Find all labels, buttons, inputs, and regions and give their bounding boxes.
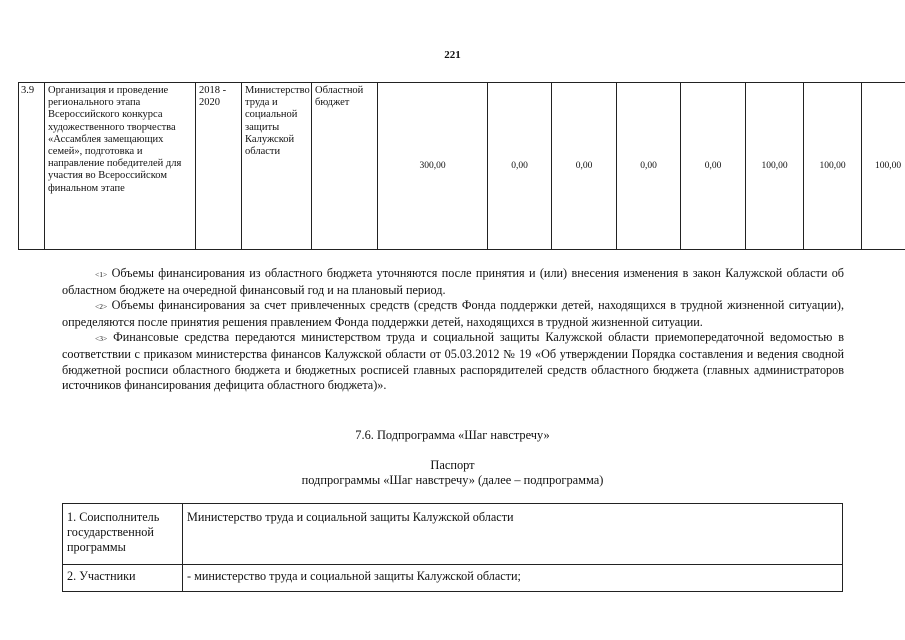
table-row xyxy=(63,565,843,592)
footnote xyxy=(62,266,844,298)
footnote-text: Объемы финансирования из областного бюджета уточняются после принятия и (или) внесения изменения в закон Калужской области об областном бюджете на очередной финансовый год и на плановый период. xyxy=(62,266,844,297)
funding-source: Областной бюджет xyxy=(312,83,378,250)
passport-subtitle: подпрограммы «Шаг навстречу» (далее – подпрограмма) xyxy=(301,473,604,487)
footnote xyxy=(62,330,844,393)
amount-total: 300,00 xyxy=(378,83,488,250)
passport-label: 1. Соисполнитель государственной программы xyxy=(63,504,183,565)
table-row xyxy=(19,83,905,250)
footnote-marker: <1> xyxy=(95,270,108,279)
amount-cell: 100,00 xyxy=(804,83,862,250)
activity-years: 2018 - 2020 xyxy=(196,83,242,250)
footnote-text: Объемы финансирования за счет привлеченных средств (средств Фонда поддержки детей, находящихся в трудной жизненной ситуации), определяются после принятия решения правлением Фонда поддержки детей, находящихся в трудной жизненной ситуации. xyxy=(62,298,844,329)
passport-table xyxy=(62,503,843,592)
footnote-text: Финансовые средства передаются министерством труда и социальной защиты Калужской области приемопередаточной ведомостью в соответствии с приказом министерства финансов Калужской области от 05.03.2012 № 19 «Об утверждении Порядка составления и ведения сводной бюджетной росписи областного бюджета и бюджетных росписей главных распорядителей средств областного бюджета (главных администраторов источников финансирования дефицита областного бюджета)». xyxy=(62,330,844,393)
footnote-marker: <3> xyxy=(95,334,108,344)
passport-title: Паспорт xyxy=(430,458,475,472)
table-row xyxy=(63,504,843,565)
footnotes xyxy=(62,266,844,394)
amount-cell: 100,00 xyxy=(862,83,905,250)
page-number: 221 xyxy=(444,49,461,61)
passport-label: 2. Участники xyxy=(63,565,183,592)
footnote xyxy=(62,298,844,330)
section-title: 7.6. Подпрограмма «Шаг навстречу» xyxy=(355,428,550,442)
passport-heading xyxy=(0,458,905,488)
amount-cell: 0,00 xyxy=(488,83,552,250)
program-activities-table xyxy=(18,82,905,250)
activity-executor: Министерство труда и социальной защиты Калужской области xyxy=(242,83,312,250)
passport-value: - министерство труда и социальной защиты Калужской области; xyxy=(183,565,843,592)
amount-cell: 0,00 xyxy=(681,83,746,250)
amount-cell: 100,00 xyxy=(746,83,804,250)
footnote-marker: <2> xyxy=(95,302,108,312)
passport-value: Министерство труда и социальной защиты Калужской области xyxy=(183,504,843,565)
activity-name: Организация и проведение регионального этапа Всероссийского конкурса художественного творчества «Ассамблея замещающих семей», подготовка и направление победителей для участия во Всероссийском финальном этапе xyxy=(45,83,196,250)
amount-cell: 0,00 xyxy=(552,83,617,250)
amount-cell: 0,00 xyxy=(617,83,681,250)
row-number: 3.9 xyxy=(19,83,45,250)
